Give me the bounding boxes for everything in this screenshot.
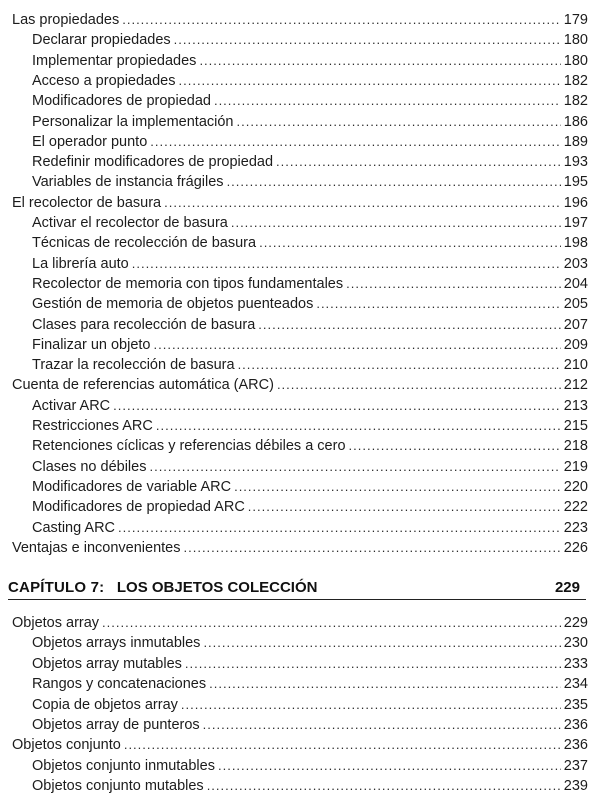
toc-entry-title: Activar el recolector de basura (32, 215, 228, 231)
toc-entry-title: Las propiedades (12, 12, 120, 28)
toc-entry-page-number: 197 (563, 215, 588, 231)
toc-entry (32, 50, 588, 70)
toc-entry-title: Modificadores de variable ARC (32, 478, 232, 495)
toc-entry-page-number: 210 (563, 357, 588, 374)
toc-entry (32, 653, 588, 673)
toc-entry (32, 517, 588, 537)
dot-leader (124, 736, 561, 754)
toc-entry (32, 111, 588, 131)
toc-entry-page-number: 193 (563, 154, 588, 171)
toc-entry-page-number: 235 (563, 696, 588, 713)
toc-entry-title: La librería auto (32, 255, 129, 272)
toc-entry-title: Modificadores de propiedad (32, 93, 211, 110)
toc-entry-title: Trazar la recolección de basura (32, 357, 235, 374)
dot-leader (207, 777, 561, 795)
toc-entry-title: Objetos array mutables (32, 655, 182, 672)
toc-entry (12, 9, 588, 29)
toc-entry-title: Modificadores de propiedad ARC (32, 499, 245, 516)
dot-leader (276, 153, 561, 171)
toc-entry (12, 374, 588, 394)
toc-entry-title: Restricciones ARC (32, 418, 153, 434)
toc-entry-page-number: 226 (563, 539, 588, 556)
toc-entry-title: Activar ARC (32, 397, 111, 414)
toc-entry (12, 192, 588, 212)
toc-entry-page-number: 236 (563, 717, 588, 733)
toc-entry-page-number: 234 (563, 676, 588, 693)
toc-entry (32, 694, 588, 714)
toc-entry-page-number: 182 (563, 93, 588, 110)
toc-entry (32, 395, 588, 415)
toc-entry-page-number: 236 (563, 737, 588, 754)
toc-entry (32, 755, 588, 775)
dot-leader (203, 716, 561, 734)
dot-leader (199, 52, 560, 70)
toc-entry (32, 415, 588, 435)
dot-leader (181, 696, 561, 714)
toc-entry (12, 734, 588, 754)
toc-entry-title: El operador punto (32, 133, 148, 150)
toc-entry-title: Rangos y concatenaciones (32, 676, 207, 693)
toc-entry (32, 131, 588, 151)
toc-entry-title: El recolector de basura (12, 194, 162, 211)
dot-leader (227, 173, 561, 191)
toc-entry (32, 632, 588, 652)
dot-leader (316, 295, 560, 313)
toc-entry (32, 314, 588, 334)
dot-leader (154, 336, 561, 354)
toc-entry-title: Variables de instancia frágiles (32, 174, 224, 191)
toc-entry-title: Copia de objetos array (32, 696, 178, 713)
dot-leader (218, 757, 561, 775)
dot-leader (346, 275, 561, 293)
dot-leader (174, 31, 561, 49)
toc-entry-title: Ventajas e inconvenientes (12, 539, 181, 556)
dot-leader (234, 478, 561, 496)
toc-entry-page-number: 198 (563, 235, 588, 252)
toc-entry-page-number: 218 (563, 438, 588, 455)
toc-entry (32, 273, 588, 293)
toc-entry-page-number: 222 (563, 499, 588, 516)
dot-leader (237, 113, 561, 131)
dot-leader (231, 214, 561, 232)
dot-leader (179, 72, 561, 90)
chapter-title: LOS OBJETOS COLECCIÓN (116, 579, 318, 596)
dot-leader (118, 519, 561, 537)
toc-entry-page-number: 229 (563, 615, 588, 631)
toc-entry-page-number: 205 (563, 296, 588, 313)
dot-leader (203, 634, 560, 652)
toc-entry (12, 612, 588, 632)
toc-entry-page-number: 179 (563, 12, 588, 28)
toc-entry (32, 354, 588, 374)
toc-entry-page-number: 239 (563, 778, 588, 795)
chapter-heading-text (8, 579, 317, 596)
toc-entry-title: Objetos arrays inmutables (32, 635, 201, 652)
toc-entry (32, 293, 588, 313)
toc-entry-page-number: 207 (563, 316, 588, 333)
toc-entry-title: Recolector de memoria con tipos fundamentales (32, 275, 344, 292)
toc-entry-page-number: 180 (563, 52, 588, 69)
toc-entry (32, 253, 588, 273)
toc-entry (32, 456, 588, 476)
toc-entry (32, 212, 588, 232)
toc-entry-page-number: 209 (563, 336, 588, 353)
toc-entry-title: Clases no débiles (32, 458, 147, 475)
dot-leader (149, 458, 560, 476)
toc-entry-page-number: 195 (563, 174, 588, 191)
toc-entry-title: Objetos conjunto mutables (32, 778, 204, 795)
toc-entry-page-number: 220 (563, 478, 588, 495)
dot-leader (150, 133, 561, 151)
dot-leader (102, 614, 561, 632)
toc-entry-title: Objetos array (12, 615, 100, 631)
toc-entry-page-number: 204 (563, 275, 588, 292)
toc-entry-title: Objetos conjunto (12, 737, 121, 754)
toc-entry-page-number: 186 (563, 113, 588, 130)
toc-entry-page-number: 196 (563, 194, 588, 211)
dot-leader (185, 655, 561, 673)
dot-leader (184, 539, 561, 557)
dot-leader (259, 234, 561, 252)
toc-entry-title: Implementar propiedades (32, 52, 197, 69)
toc-entry (32, 714, 588, 734)
toc-entry-page-number: 182 (563, 72, 588, 89)
toc-entry-title: Finalizar un objeto (32, 336, 151, 353)
dot-leader (248, 498, 561, 516)
toc-entry (32, 496, 588, 516)
toc-entry-title: Objetos conjunto inmutables (32, 757, 215, 774)
dot-leader (164, 194, 561, 212)
toc-entry (12, 537, 588, 557)
toc-entry (32, 334, 588, 354)
toc-entry-page-number: 180 (563, 32, 588, 49)
dot-leader (214, 92, 561, 110)
toc-entry (32, 476, 588, 496)
toc-entry-title: Cuenta de referencias automática (ARC) (12, 377, 274, 394)
toc-entry-title: Personalizar la implementación (32, 113, 234, 130)
toc-entry-title: Gestión de memoria de objetos puenteados (32, 296, 314, 313)
toc-entry-title: Acceso a propiedades (32, 72, 176, 89)
dot-leader (238, 356, 561, 374)
toc-entry (32, 70, 588, 90)
toc-entry (32, 171, 588, 191)
dot-leader (122, 11, 561, 29)
toc-entry-title: Casting ARC (32, 519, 116, 536)
toc-entry-title: Declarar propiedades (32, 32, 171, 49)
toc-entry (32, 29, 588, 49)
dot-leader (113, 397, 561, 415)
toc-entry-title: Clases para recolección de basura (32, 316, 256, 333)
toc-entry-page-number: 215 (563, 418, 588, 434)
toc-entry (32, 90, 588, 110)
chapter-page-number: 229 (554, 579, 580, 596)
toc-entry (32, 151, 588, 171)
chapter-number: CAPÍTULO 7: (8, 579, 105, 596)
dot-leader (209, 675, 561, 693)
toc-entry-title: Retenciones cíclicas y referencias débiles a cero (32, 438, 346, 455)
toc-entry-title: Objetos array de punteros (32, 717, 200, 733)
dot-leader (258, 316, 561, 334)
toc-entry (32, 435, 588, 455)
toc-entry (32, 673, 588, 693)
toc-entry (32, 232, 588, 252)
chapter-heading (8, 572, 586, 600)
dot-leader (156, 417, 561, 435)
toc-entry-page-number: 213 (563, 397, 588, 414)
toc-entry-page-number: 237 (563, 757, 588, 774)
toc-entry-page-number: 230 (563, 635, 588, 652)
toc-entry-title: Técnicas de recolección de basura (32, 235, 257, 252)
toc-entry-title: Redefinir modificadores de propiedad (32, 154, 274, 171)
dot-leader (277, 376, 561, 394)
toc-entry-page-number: 203 (563, 255, 588, 272)
toc-entry-page-number: 189 (563, 133, 588, 150)
toc-entry (32, 775, 588, 795)
dot-leader (349, 437, 561, 455)
toc-entry-page-number: 223 (563, 519, 588, 536)
dot-leader (132, 255, 561, 273)
toc-entry-page-number: 233 (563, 655, 588, 672)
toc-entry-page-number: 212 (563, 377, 588, 394)
toc-entry-page-number: 219 (563, 458, 588, 475)
